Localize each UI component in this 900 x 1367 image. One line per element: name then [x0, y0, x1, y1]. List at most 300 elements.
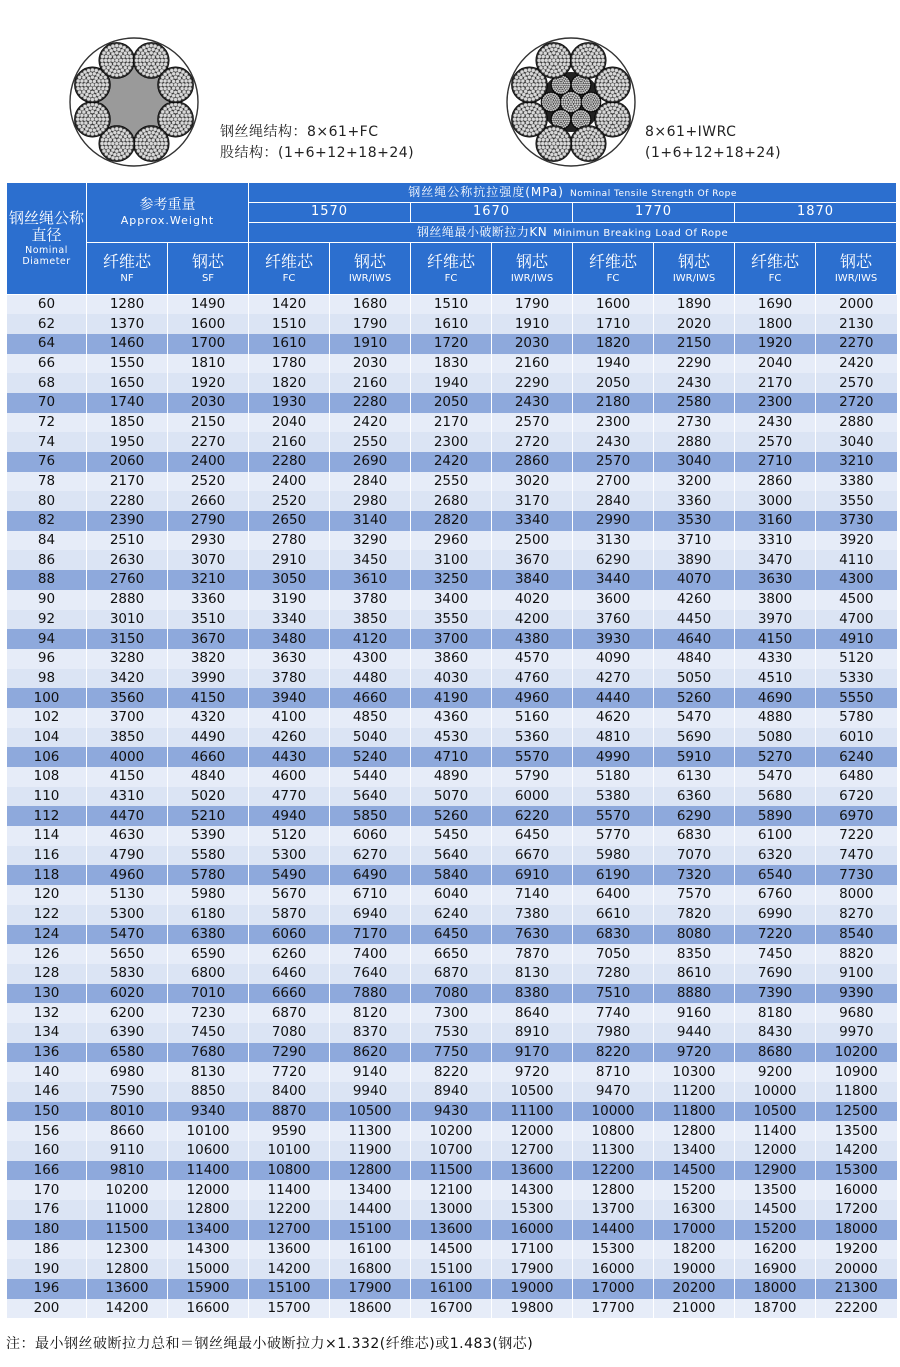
value-cell: 6760 — [735, 885, 816, 905]
value-cell: 7720 — [249, 1062, 330, 1082]
value-cell: 3280 — [87, 649, 168, 669]
value-cell: 20200 — [654, 1279, 735, 1299]
value-cell: 3150 — [87, 629, 168, 649]
value-cell: 5490 — [249, 865, 330, 885]
value-cell: 6240 — [411, 905, 492, 925]
diameter-cell: 120 — [7, 885, 87, 905]
value-cell: 2300 — [735, 393, 816, 413]
value-cell: 3730 — [816, 511, 897, 531]
value-cell: 7220 — [816, 826, 897, 846]
value-cell: 16700 — [411, 1299, 492, 1319]
value-cell: 13600 — [87, 1279, 168, 1299]
value-cell: 7390 — [735, 984, 816, 1004]
weight-header-cn: 参考重量 — [139, 196, 196, 213]
diameter-cell: 94 — [7, 629, 87, 649]
sub-header-en: NF — [120, 273, 134, 285]
value-cell: 5210 — [168, 806, 249, 826]
value-cell: 16100 — [330, 1240, 411, 1260]
value-cell: 4620 — [573, 708, 654, 728]
diameter-cell: 140 — [7, 1062, 87, 1082]
value-cell: 6610 — [573, 905, 654, 925]
value-cell: 4360 — [411, 708, 492, 728]
value-cell: 4790 — [87, 846, 168, 866]
value-cell: 1710 — [573, 314, 654, 334]
value-cell: 3140 — [330, 511, 411, 531]
value-cell: 2290 — [492, 373, 573, 393]
value-cell: 13400 — [168, 1220, 249, 1240]
value-cell: 6180 — [168, 905, 249, 925]
value-cell: 4480 — [330, 669, 411, 689]
sub-header-en: FC — [282, 273, 296, 285]
value-cell: 5790 — [492, 767, 573, 787]
value-cell: 2400 — [168, 452, 249, 472]
value-cell: 2400 — [249, 472, 330, 492]
value-cell: 8870 — [249, 1102, 330, 1122]
rope-fc-cross-section-icon — [68, 36, 200, 168]
sub-header-en: SF — [201, 273, 215, 285]
value-cell: 1280 — [87, 295, 168, 315]
value-cell: 6040 — [411, 885, 492, 905]
value-cell: 2690 — [330, 452, 411, 472]
diameter-cell: 132 — [7, 1003, 87, 1023]
value-cell: 5780 — [816, 708, 897, 728]
value-cell: 6130 — [654, 767, 735, 787]
value-cell: 2660 — [168, 491, 249, 511]
value-cell: 2570 — [735, 432, 816, 452]
value-cell: 2990 — [573, 511, 654, 531]
value-cell: 1910 — [330, 334, 411, 354]
value-cell: 3780 — [330, 590, 411, 610]
value-cell: 11400 — [735, 1121, 816, 1141]
value-cell: 6200 — [87, 1003, 168, 1023]
table-row — [7, 944, 897, 964]
value-cell: 4090 — [573, 649, 654, 669]
value-cell: 1610 — [249, 334, 330, 354]
value-cell: 4110 — [816, 550, 897, 570]
value-cell: 8880 — [654, 984, 735, 1004]
value-cell: 3340 — [492, 511, 573, 531]
table-row — [7, 413, 897, 433]
sub-header-6 — [573, 243, 654, 295]
value-cell: 3760 — [573, 610, 654, 630]
value-cell: 3310 — [735, 531, 816, 551]
value-cell: 12500 — [816, 1102, 897, 1122]
value-cell: 1460 — [87, 334, 168, 354]
value-cell: 4120 — [330, 629, 411, 649]
value-cell: 6870 — [411, 964, 492, 984]
value-cell: 3210 — [168, 570, 249, 590]
value-cell: 6870 — [249, 1003, 330, 1023]
value-cell: 10500 — [330, 1102, 411, 1122]
value-cell: 12700 — [249, 1220, 330, 1240]
value-cell: 12200 — [249, 1200, 330, 1220]
value-cell: 3600 — [573, 590, 654, 610]
value-cell: 3440 — [573, 570, 654, 590]
value-cell: 2060 — [87, 452, 168, 472]
value-cell: 18200 — [654, 1240, 735, 1260]
value-cell: 12800 — [87, 1259, 168, 1279]
value-cell: 5440 — [330, 767, 411, 787]
value-cell: 8820 — [816, 944, 897, 964]
value-cell: 1740 — [87, 393, 168, 413]
value-cell: 18700 — [735, 1299, 816, 1319]
diameter-cell: 68 — [7, 373, 87, 393]
value-cell: 11900 — [330, 1141, 411, 1161]
diameter-cell: 190 — [7, 1259, 87, 1279]
value-cell: 5120 — [249, 826, 330, 846]
value-cell: 2030 — [330, 354, 411, 374]
value-cell: 3850 — [87, 728, 168, 748]
value-cell: 2170 — [735, 373, 816, 393]
value-cell: 2910 — [249, 550, 330, 570]
table-body — [7, 295, 897, 1319]
value-cell: 1810 — [168, 354, 249, 374]
value-cell: 2720 — [816, 393, 897, 413]
value-cell: 2270 — [168, 432, 249, 452]
strength-header-en: Nominal Tensile Strength Of Rope — [569, 188, 737, 199]
value-cell: 9430 — [411, 1102, 492, 1122]
value-cell: 3840 — [492, 570, 573, 590]
value-cell: 17700 — [573, 1299, 654, 1319]
value-cell: 4260 — [654, 590, 735, 610]
breaking-load-table — [6, 182, 897, 1318]
value-cell: 3190 — [249, 590, 330, 610]
value-cell: 3380 — [816, 472, 897, 492]
value-cell: 7730 — [816, 865, 897, 885]
table-row — [7, 354, 897, 374]
value-cell: 7400 — [330, 944, 411, 964]
value-cell: 10500 — [492, 1082, 573, 1102]
sub-header-cn: 纤维芯 — [102, 251, 151, 271]
value-cell: 2880 — [654, 432, 735, 452]
sub-header-en: IWR/IWS — [348, 273, 392, 285]
value-cell: 2030 — [492, 334, 573, 354]
value-cell: 5890 — [735, 806, 816, 826]
value-cell: 2430 — [735, 413, 816, 433]
table-row — [7, 1023, 897, 1043]
value-cell: 22200 — [816, 1299, 897, 1319]
value-cell: 16000 — [573, 1259, 654, 1279]
value-cell: 10200 — [411, 1121, 492, 1141]
value-cell: 4200 — [492, 610, 573, 630]
value-cell: 2570 — [492, 413, 573, 433]
value-cell: 4320 — [168, 708, 249, 728]
value-cell: 14400 — [573, 1220, 654, 1240]
value-cell: 7980 — [573, 1023, 654, 1043]
sub-header-cn: 纤维芯 — [750, 251, 799, 271]
value-cell: 2290 — [654, 354, 735, 374]
sub-header-1 — [168, 243, 249, 295]
sub-header-row — [7, 243, 897, 295]
table-row — [7, 1161, 897, 1181]
value-cell: 10200 — [87, 1180, 168, 1200]
table-row — [7, 1220, 897, 1240]
diameter-cell: 118 — [7, 865, 87, 885]
table-row — [7, 1121, 897, 1141]
diameter-cell: 60 — [7, 295, 87, 315]
value-cell: 6020 — [87, 984, 168, 1004]
value-cell: 4630 — [87, 826, 168, 846]
value-cell: 7050 — [573, 944, 654, 964]
value-cell: 3630 — [735, 570, 816, 590]
value-cell: 11400 — [168, 1161, 249, 1181]
value-cell: 9590 — [249, 1121, 330, 1141]
value-cell: 6460 — [249, 964, 330, 984]
value-cell: 7070 — [654, 846, 735, 866]
value-cell: 19200 — [816, 1240, 897, 1260]
value-cell: 17900 — [492, 1259, 573, 1279]
value-cell: 7450 — [735, 944, 816, 964]
value-cell: 16100 — [411, 1279, 492, 1299]
value-cell: 4310 — [87, 787, 168, 807]
value-cell: 2160 — [492, 354, 573, 374]
value-cell: 4690 — [735, 688, 816, 708]
value-cell: 6910 — [492, 865, 573, 885]
grade-header: 1570 — [249, 203, 411, 223]
value-cell: 8380 — [492, 984, 573, 1004]
value-cell: 7290 — [249, 1043, 330, 1063]
table-row — [7, 334, 897, 354]
value-cell: 9470 — [573, 1082, 654, 1102]
table-row — [7, 1259, 897, 1279]
value-cell: 8350 — [654, 944, 735, 964]
value-cell: 6490 — [330, 865, 411, 885]
sub-header-7 — [654, 243, 735, 295]
sub-header-2 — [249, 243, 330, 295]
value-cell: 6190 — [573, 865, 654, 885]
value-cell: 4840 — [654, 649, 735, 669]
value-cell: 6830 — [654, 826, 735, 846]
value-cell: 3700 — [411, 629, 492, 649]
value-cell: 2150 — [168, 413, 249, 433]
value-cell: 14300 — [492, 1180, 573, 1200]
value-cell: 14500 — [654, 1161, 735, 1181]
table-row — [7, 806, 897, 826]
value-cell: 6660 — [249, 984, 330, 1004]
table-row — [7, 629, 897, 649]
value-cell: 5840 — [411, 865, 492, 885]
value-cell: 15300 — [492, 1200, 573, 1220]
table-row — [7, 393, 897, 413]
value-cell: 3780 — [249, 669, 330, 689]
value-cell: 12000 — [492, 1121, 573, 1141]
value-cell: 13000 — [411, 1200, 492, 1220]
value-cell: 1950 — [87, 432, 168, 452]
value-cell: 10700 — [411, 1141, 492, 1161]
value-cell: 4640 — [654, 629, 735, 649]
value-cell: 1890 — [654, 295, 735, 315]
value-cell: 2960 — [411, 531, 492, 551]
diameter-cell: 150 — [7, 1102, 87, 1122]
sub-header-en: IWR/IWS — [672, 273, 716, 285]
value-cell: 5470 — [735, 767, 816, 787]
value-cell: 11300 — [573, 1141, 654, 1161]
value-cell: 3010 — [87, 610, 168, 630]
value-cell: 7470 — [816, 846, 897, 866]
value-cell: 5980 — [573, 846, 654, 866]
value-cell: 2270 — [816, 334, 897, 354]
diameter-cell: 90 — [7, 590, 87, 610]
value-cell: 16800 — [330, 1259, 411, 1279]
value-cell: 8180 — [735, 1003, 816, 1023]
value-cell: 7820 — [654, 905, 735, 925]
value-cell: 9170 — [492, 1043, 573, 1063]
diameter-cell: 126 — [7, 944, 87, 964]
value-cell: 2790 — [168, 511, 249, 531]
value-cell: 2520 — [249, 491, 330, 511]
value-cell: 1510 — [249, 314, 330, 334]
value-cell: 14300 — [168, 1240, 249, 1260]
value-cell: 16000 — [492, 1220, 573, 1240]
value-cell: 12100 — [411, 1180, 492, 1200]
value-cell: 4600 — [249, 767, 330, 787]
value-cell: 9110 — [87, 1141, 168, 1161]
diameter-header-en: Nominal Diameter — [22, 245, 71, 267]
table-row — [7, 865, 897, 885]
table-row — [7, 590, 897, 610]
value-cell: 13500 — [816, 1121, 897, 1141]
sub-header-en: FC — [444, 273, 458, 285]
value-cell: 3210 — [816, 452, 897, 472]
value-cell: 4380 — [492, 629, 573, 649]
table-row — [7, 984, 897, 1004]
value-cell: 4450 — [654, 610, 735, 630]
value-cell: 12800 — [330, 1161, 411, 1181]
value-cell: 4530 — [411, 728, 492, 748]
value-cell: 2840 — [330, 472, 411, 492]
value-cell: 18000 — [816, 1220, 897, 1240]
value-cell: 6450 — [411, 925, 492, 945]
value-cell: 9810 — [87, 1161, 168, 1181]
diameter-cell: 102 — [7, 708, 87, 728]
value-cell: 15100 — [249, 1279, 330, 1299]
load-header — [249, 223, 897, 243]
value-cell: 8220 — [573, 1043, 654, 1063]
value-cell: 1940 — [573, 354, 654, 374]
value-cell: 13400 — [330, 1180, 411, 1200]
value-cell: 7640 — [330, 964, 411, 984]
value-cell: 5470 — [654, 708, 735, 728]
value-cell: 4770 — [249, 787, 330, 807]
value-cell: 13600 — [492, 1161, 573, 1181]
sub-header-cn: 钢芯 — [840, 251, 873, 271]
value-cell: 10300 — [654, 1062, 735, 1082]
diameter-cell: 134 — [7, 1023, 87, 1043]
diameter-cell: 62 — [7, 314, 87, 334]
value-cell: 5770 — [573, 826, 654, 846]
diameter-cell: 200 — [7, 1299, 87, 1319]
value-cell: 5240 — [330, 747, 411, 767]
table-row — [7, 728, 897, 748]
value-cell: 15100 — [330, 1220, 411, 1240]
value-cell: 15100 — [411, 1259, 492, 1279]
diameter-cell: 88 — [7, 570, 87, 590]
value-cell: 9970 — [816, 1023, 897, 1043]
value-cell: 1600 — [573, 295, 654, 315]
table-row — [7, 649, 897, 669]
value-cell: 3040 — [816, 432, 897, 452]
value-cell: 17900 — [330, 1279, 411, 1299]
value-cell: 3610 — [330, 570, 411, 590]
value-cell: 12800 — [654, 1121, 735, 1141]
table-row — [7, 1200, 897, 1220]
value-cell: 3470 — [735, 550, 816, 570]
value-cell: 5180 — [573, 767, 654, 787]
value-cell: 3360 — [168, 590, 249, 610]
value-cell: 9340 — [168, 1102, 249, 1122]
value-cell: 10600 — [168, 1141, 249, 1161]
value-cell: 7590 — [87, 1082, 168, 1102]
strength-header — [249, 183, 897, 203]
diameter-cell: 124 — [7, 925, 87, 945]
value-cell: 15000 — [168, 1259, 249, 1279]
value-cell: 10100 — [249, 1141, 330, 1161]
value-cell: 8130 — [168, 1062, 249, 1082]
value-cell: 3550 — [816, 491, 897, 511]
value-cell: 17200 — [816, 1200, 897, 1220]
value-cell: 2730 — [654, 413, 735, 433]
value-cell: 3670 — [492, 550, 573, 570]
value-cell: 6320 — [735, 846, 816, 866]
value-cell: 5120 — [816, 649, 897, 669]
diameter-cell: 106 — [7, 747, 87, 767]
value-cell: 4890 — [411, 767, 492, 787]
diameter-cell: 116 — [7, 846, 87, 866]
value-cell: 6940 — [330, 905, 411, 925]
value-cell: 14200 — [816, 1141, 897, 1161]
value-cell: 5260 — [411, 806, 492, 826]
value-cell: 19000 — [492, 1279, 573, 1299]
value-cell: 7530 — [411, 1023, 492, 1043]
value-cell: 2820 — [411, 511, 492, 531]
value-cell: 6100 — [735, 826, 816, 846]
value-cell: 3560 — [87, 688, 168, 708]
value-cell: 7080 — [411, 984, 492, 1004]
value-cell: 3000 — [735, 491, 816, 511]
value-cell: 3700 — [87, 708, 168, 728]
value-cell: 1910 — [492, 314, 573, 334]
value-cell: 7870 — [492, 944, 573, 964]
value-cell: 6290 — [573, 550, 654, 570]
value-cell: 1820 — [249, 373, 330, 393]
value-cell: 3990 — [168, 669, 249, 689]
value-cell: 17000 — [573, 1279, 654, 1299]
value-cell: 2420 — [411, 452, 492, 472]
value-cell: 5910 — [654, 747, 735, 767]
value-cell: 16000 — [816, 1180, 897, 1200]
value-cell: 6010 — [816, 728, 897, 748]
weight-header — [87, 183, 249, 243]
value-cell: 1850 — [87, 413, 168, 433]
value-cell: 16200 — [735, 1240, 816, 1260]
value-cell: 2650 — [249, 511, 330, 531]
value-cell: 5780 — [168, 865, 249, 885]
value-cell: 4100 — [249, 708, 330, 728]
grade-header: 1670 — [411, 203, 573, 223]
value-cell: 1420 — [249, 295, 330, 315]
fc-caption — [220, 122, 414, 164]
table-row — [7, 846, 897, 866]
value-cell: 5260 — [654, 688, 735, 708]
value-cell: 3020 — [492, 472, 573, 492]
table-row — [7, 452, 897, 472]
sub-header-cn: 钢芯 — [515, 251, 548, 271]
value-cell: 2980 — [330, 491, 411, 511]
value-cell: 2570 — [816, 373, 897, 393]
diameter-cell: 96 — [7, 649, 87, 669]
value-cell: 4850 — [330, 708, 411, 728]
value-cell: 6220 — [492, 806, 573, 826]
